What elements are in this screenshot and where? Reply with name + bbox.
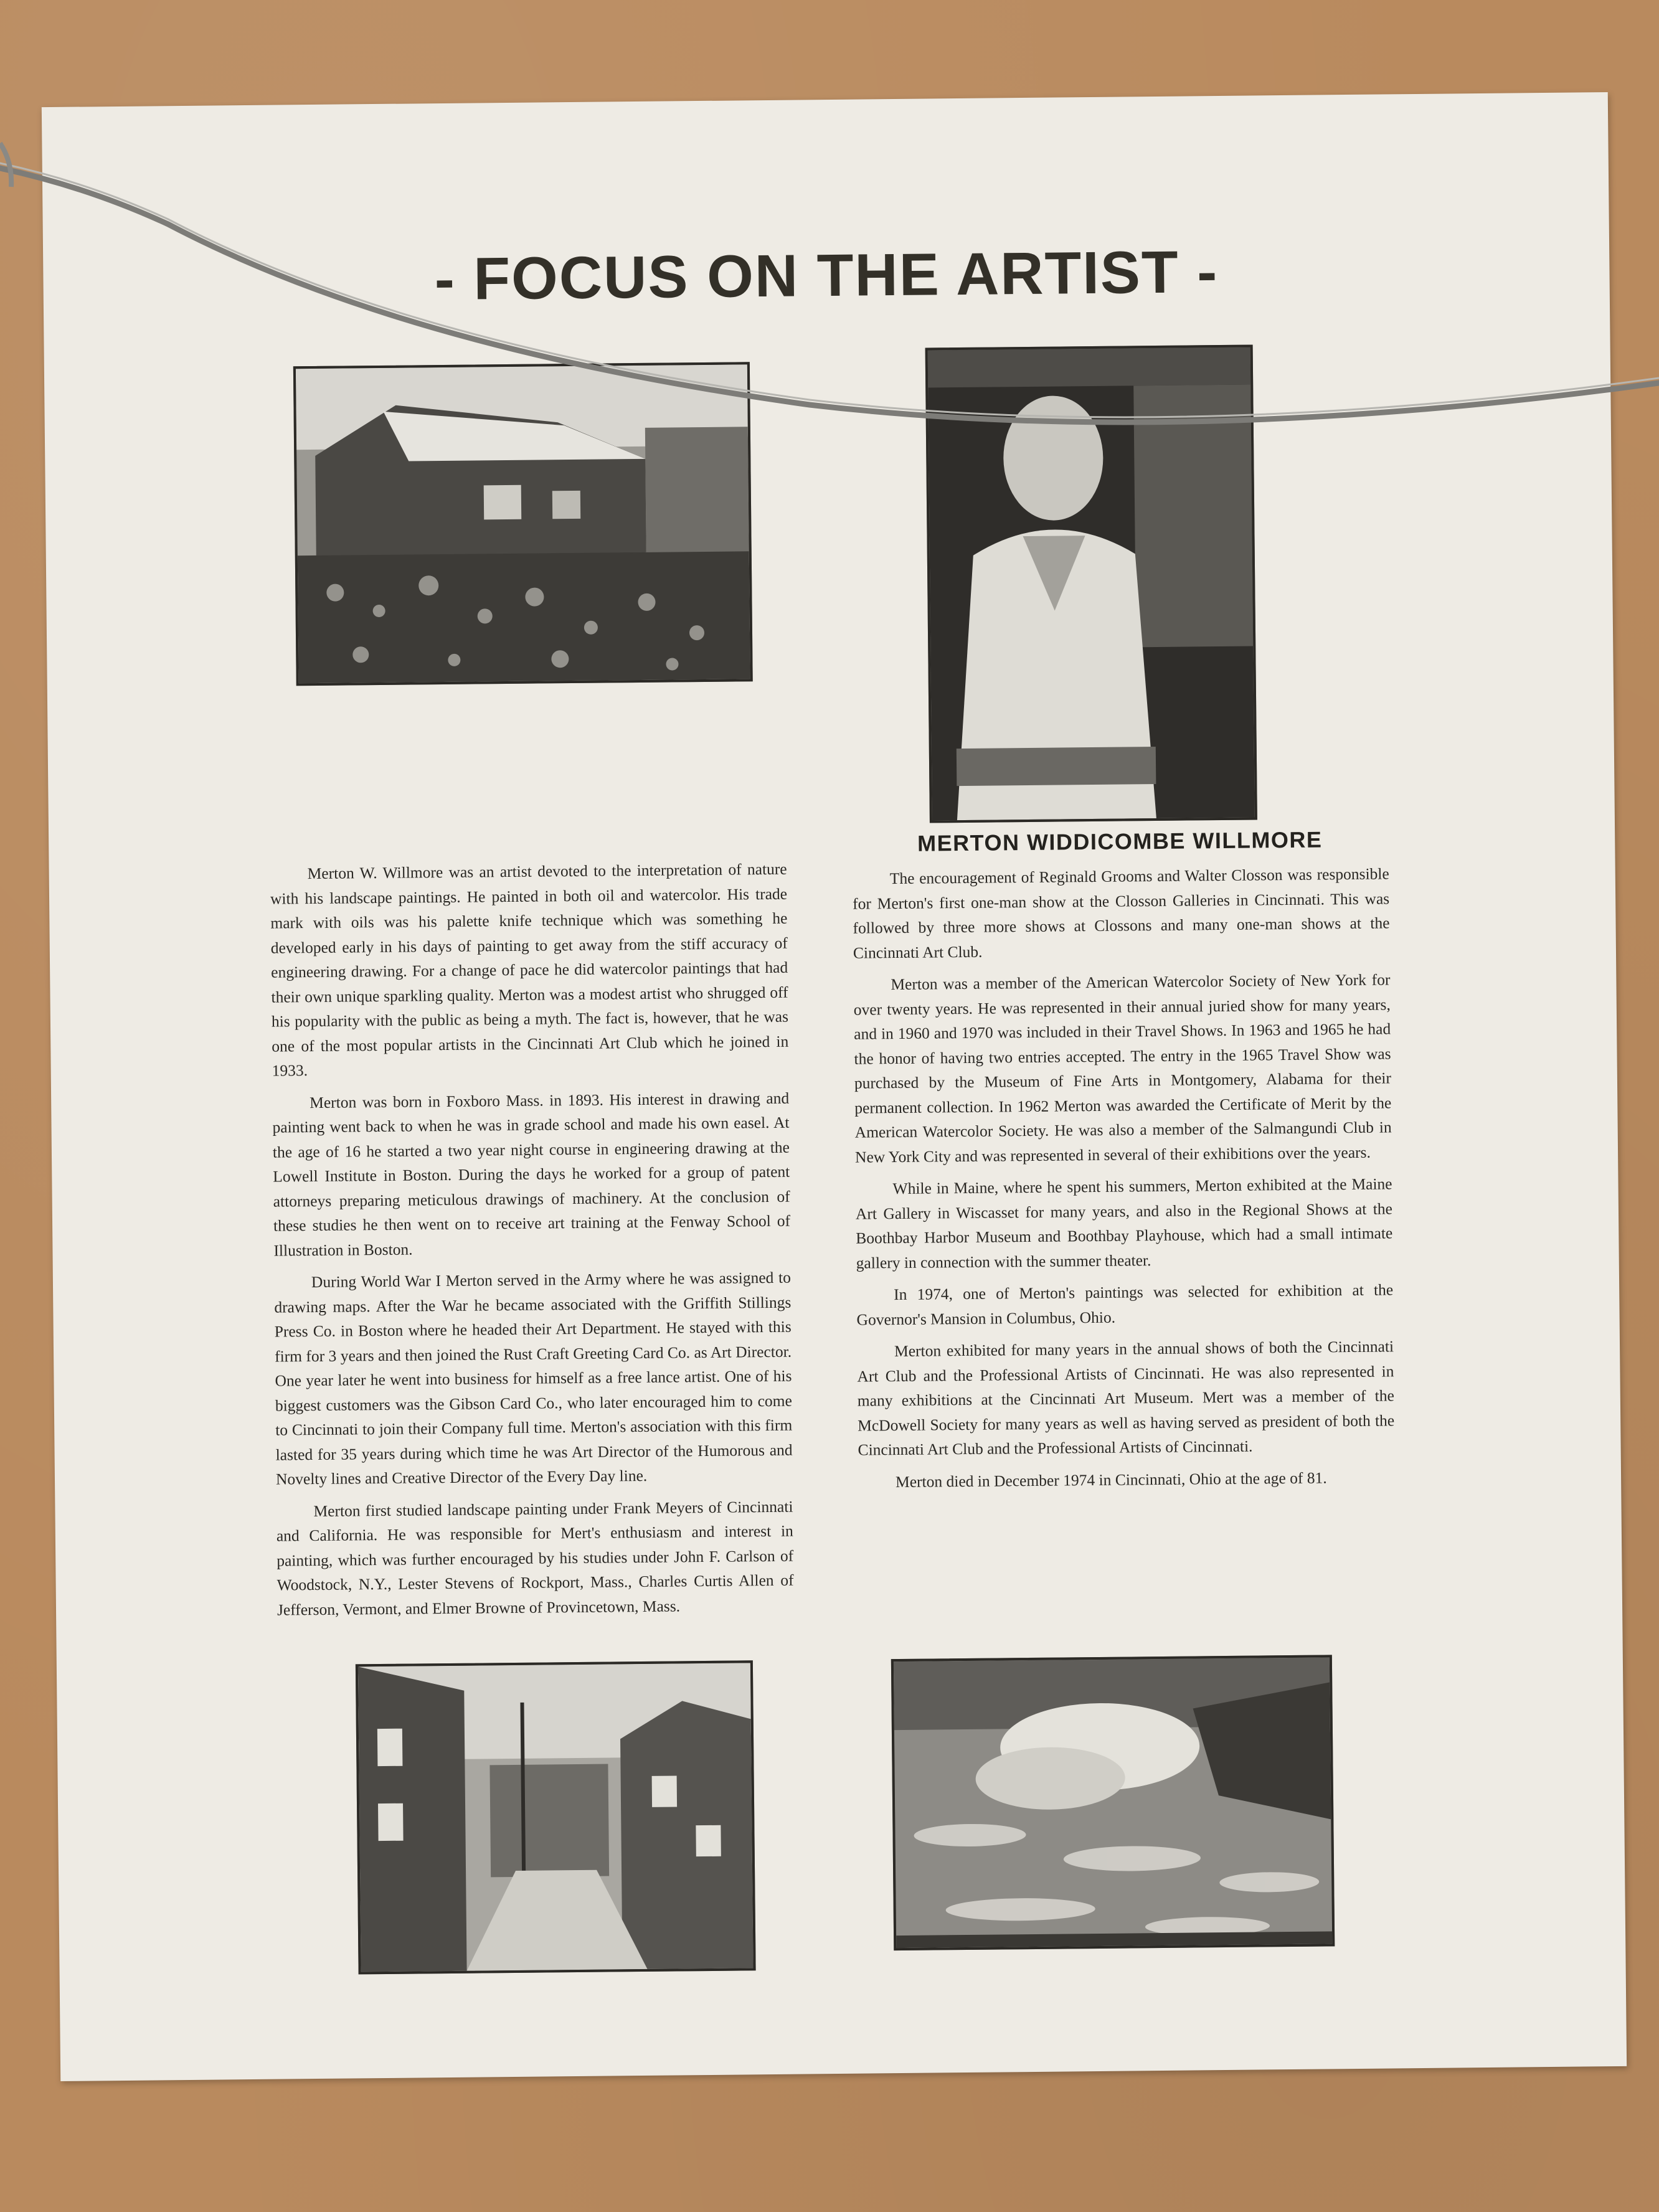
- right-paragraph: In 1974, one of Merton's paintings was selected for exhibition at the Governor's Mansion in Columbus, Ohio.: [856, 1280, 1394, 1329]
- seascape-photo: [891, 1655, 1335, 1950]
- right-paragraph: Merton was a member of the American Watercolor Society of New York for over twenty years. He was represented in their annual juried show for many years, and in 1960 and 1970 was included in their Travel Shows. In 1963 and 1965 he had the honor of having two entries accepted. The entry in the 1965 Travel Show was purchased by the Museum of Fine Arts in Montgomery, Alabama for their permanent collection. In 1962 Merton was awarded the Certificate of Merit by the American Watercolor Society. He was also a member of the Salmangundi Club in New York City and was represented in several of their exhibitions over the years.: [853, 970, 1392, 1166]
- left-paragraph: During World War I Merton served in the Army where he was assigned to drawing maps. After the War he became associated with the Griffith Stillings Press Co. in Boston where he headed their Art Department. He stayed with this firm for 3 years and then joined the Rust Craft Greeting Card Co. as Art Director. One year later he went into business for himself as a free lance artist. One of his biggest customers was the Gibson Card Co., who later encouraged him to come to Cincinnati to join their Company full time. Merton's association with this firm lasted for 35 years during which time he was Art Director of the Humorous and Novelty lines and Creative Director of the Every Day line.: [274, 1268, 793, 1488]
- street-scene-photo: [356, 1660, 756, 1974]
- right-text-column: [853, 861, 1396, 1501]
- right-paragraph: Merton died in December 1974 in Cincinnati, Ohio at the age of 81.: [895, 1468, 1327, 1491]
- right-paragraph: While in Maine, where he spent his summers, Merton exhibited at the Maine Art Gallery in Wiscasset for many years, and also in the Regional Shows at the Boothbay Harbor Museum and Boothbay Playhouse, which had a small intimate gallery in connection with the summer theater.: [855, 1175, 1393, 1272]
- right-paragraph: The encouragement of Reginald Grooms and Walter Closson was responsible for Merton's first one-man show at the Closson Galleries in Cincinnati. This was followed by three more shows at Clossons and many one-man shows at the Cincinnati Art Club.: [853, 864, 1390, 962]
- page-title: - FOCUS ON THE ARTIST -: [434, 239, 1219, 313]
- left-paragraph: Merton first studied landscape painting under Frank Meyers of Cincinnati and California. He was responsible for Mert's enthusiasm and interest in painting, which was further encouraged by his studies under John F. Carlson of Woodstock, N.Y., Lester Stevens of Rockport, Mass., Charles Curtis Allen of Jefferson, Vermont, and Elmer Browne of Provincetown, Mass.: [276, 1497, 794, 1619]
- barn-painting-photo: [293, 362, 753, 686]
- barn-painting-image: [296, 364, 750, 683]
- seascape-image: [894, 1657, 1332, 1948]
- flyer-sheet: [42, 92, 1627, 2081]
- artist-name-heading: MERTON WIDDICOMBE WILLMORE: [917, 826, 1323, 856]
- left-text-column: [270, 857, 794, 1630]
- artist-portrait-image: [928, 347, 1255, 821]
- left-paragraph: Merton W. Willmore was an artist devoted to the interpretation of nature with his landscape paintings. He painted in both oil and watercolor. His trade mark with oils was his palette knife technique which was something he developed early in his days of painting to get away from the stiff accuracy of engineering drawing. For a change of pace he did watercolor paintings that had their own unique sparkling quality. Merton was a modest artist who shrugged off his popularity with the public as being a myth. The fact is, however, that he was one of the most popular artists in the Cincinnati Art Club which he joined in 1933.: [270, 859, 789, 1080]
- right-paragraph: Merton exhibited for many years in the annual shows of both the Cincinnati Art Club and the Professional Artists of Cincinnati. He was also represented in many exhibitions at the Cincinnati Art Museum. Mert was a member of the McDowell Society for many years as well as having served as president of both the Cincinnati Art Club and the Professional Artists of Cincinnati.: [857, 1337, 1395, 1459]
- street-scene-image: [358, 1663, 754, 1972]
- artist-portrait-photo: [925, 344, 1257, 823]
- left-paragraph: Merton was born in Foxboro Mass. in 1893. His interest in drawing and painting went back to when he was in grade school and made his own easel. At the age of 16 he started a two year night course in engineering drawing at the Lowell Institute in Boston. During the days he worked for a group of patent attorneys preparing meticulous drawings of machinery. At the conclusion of these studies he then went on to receive art training at the Fenway School of Illustration in Boston.: [272, 1089, 791, 1260]
